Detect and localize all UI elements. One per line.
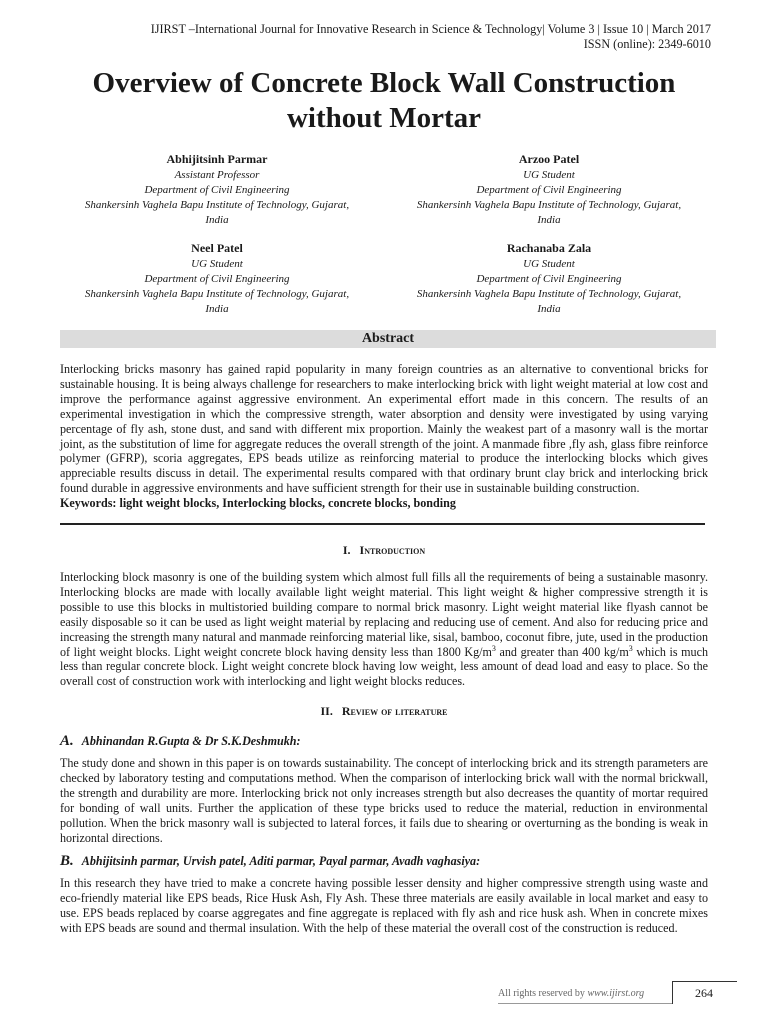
author-department: Department of Civil Engineering xyxy=(476,184,622,196)
author-country: India xyxy=(537,214,561,226)
author-name: Arzoo Patel xyxy=(518,152,580,166)
journal-line: IJIRST –International Journal for Innovative Research in Science & Technology| Volume 3 | Issue 10 | March 2017 xyxy=(150,22,711,36)
subsection-heading-b xyxy=(60,853,708,870)
author-role: UG Student xyxy=(191,258,243,270)
subsection-heading-a xyxy=(60,733,708,750)
keywords-line: Keywords: light weight blocks, Interlocking blocks, concrete blocks, bonding xyxy=(60,496,456,511)
intro-text-1: Interlocking block masonry is one of the building system which almost full fills all the requirements of being a sustainable masonry. Interlocking blocks are made with locally available light weight material. This light weight & higher compressive strength it is possible to use this blocks in multistoried building compare to normal brick masonry. Light weight material like flyash cannot be easily disposable so it can be used as light weight material by replacing and reducing use of cement. And also for reducing price and increasing the strength many natural and manmade reinforcing material like, sisal, bamboo, coconut fibre, jute, used in the production of light weight blocks. Light weight concrete block having density less than 1800 Kg/m xyxy=(60,570,708,659)
author-institute: Shankersinh Vaghela Bapu Institute of Technology, Gujarat, xyxy=(416,288,682,300)
author-block-4 xyxy=(389,241,709,317)
abstract-body xyxy=(60,362,708,511)
author-country: India xyxy=(205,303,229,315)
author-role: UG Student xyxy=(523,258,575,270)
subsection-a-paragraph: The study done and shown in this paper is on towards sustainability. The concept of interlocking brick and its strength parameters are checked by laboratory testing and computations method. When the comparison of interlocking brick wall with the normal brickwall, the strength and durability are more. Interlocking brick not only increases strength but also decreases the quantity of mortar required for bonding of wall units. Further the application of these type bricks used to reduce the material, reduction in environmental pollution. When the brick masonry wall is subjected to lateral forces, it fails due to shearing or overturning as the bonding is weak in horizontal directions. xyxy=(60,756,708,845)
issn-line: ISSN (online): 2349-6010 xyxy=(583,37,711,51)
superscript: 3 xyxy=(491,643,496,653)
abstract-text: Interlocking bricks masonry has gained rapid popularity in many foreign countries as an alternative to conventional bricks for sustainable housing. It is being always challenge for researchers to make interlocking brick with light weight material at low cost and improve the performance against aggressive environment. An experimental effort made in this concern. The results of an experimental investigation in which the compressive strength, water absorption and density were investigated by using varying percentage of fly ash, stone dust, and sand with different mix proportion. Mainly the weakest part of a masonry wall is the mortar joint, as the substitution of lime for aggregate reduces the overall strength of the joint. A manmade fibre ,fly ash, glass fibre reinforce polymer (GFRP), scoria aggregates, EPS beads utilize as reinforcing material to produce the interlocking blocks which gives appreciable results discuss in detail. The experimental results compared with that ordinary brunt clay brick and interlocking brick found durable in aggressive environments and have sufficient strength for their use in sustainable building construction. xyxy=(60,362,708,496)
author-name: Rachanaba Zala xyxy=(506,241,592,255)
section-number: II. xyxy=(320,704,333,718)
author-department: Department of Civil Engineering xyxy=(144,184,290,196)
section-number: I. xyxy=(342,543,351,557)
footer-divider xyxy=(498,1003,672,1004)
abstract-divider xyxy=(60,523,705,525)
subsection-letter: B. xyxy=(60,853,74,869)
intro-text-2: and greater than 400 kg/m xyxy=(495,644,629,659)
author-institute: Shankersinh Vaghela Bapu Institute of Technology, Gujarat, xyxy=(84,199,350,211)
introduction-paragraph xyxy=(60,570,708,689)
author-name: Neel Patel xyxy=(191,241,243,255)
author-department: Department of Civil Engineering xyxy=(476,273,622,285)
footer-rights xyxy=(498,988,644,999)
section-heading-introduction xyxy=(0,543,768,558)
author-country: India xyxy=(205,214,229,226)
journal-header xyxy=(151,22,711,52)
author-role: Assistant Professor xyxy=(174,169,260,181)
author-department: Department of Civil Engineering xyxy=(144,273,290,285)
author-block-2 xyxy=(389,152,709,228)
author-country: India xyxy=(537,303,561,315)
journal-site-link[interactable]: www.ijirst.org xyxy=(587,988,645,999)
section-title: Review of literature xyxy=(341,704,448,718)
subsection-title: Abhinandan R.Gupta & Dr S.K.Deshmukh: xyxy=(81,734,301,748)
superscript: 3 xyxy=(628,643,633,653)
paper-title xyxy=(0,66,768,136)
intro-text-3: which is much less than regular concrete block. Light weight concrete block having low weight, less amount of dead load and easy to place. So the overall cost of construction work with interlocking and light weight blocks reduces. xyxy=(60,644,708,689)
author-block-3 xyxy=(57,241,377,317)
title-line-2: without Mortar xyxy=(286,102,482,134)
abstract-heading: Abstract xyxy=(60,330,716,348)
author-role: UG Student xyxy=(523,169,575,181)
author-name: Abhijitsinh Parmar xyxy=(166,152,268,166)
subsection-letter: A. xyxy=(60,733,74,749)
section-heading-review xyxy=(0,704,768,719)
author-institute: Shankersinh Vaghela Bapu Institute of Technology, Gujarat, xyxy=(416,199,682,211)
subsection-b-paragraph: In this research they have tried to make a concrete having possible lesser density and higher compressive strength using waste and eco-friendly material like EPS beads, Rice Husk Ash, Fly Ash. These three materials are easily available in local market and easy to use. EPS beads replaced by coarse aggregates and fine aggregate is replaced with fly ash and rice husk ash. When in concrete mixes with EPS beads are sound and thermal insulation. With the help of these material the overall cost of the construction is reduced. xyxy=(60,876,708,935)
author-block-1 xyxy=(57,152,377,228)
subsection-title: Abhijitsinh parmar, Urvish patel, Aditi parmar, Payal parmar, Avadh vaghasiya: xyxy=(81,854,481,868)
title-line-1: Overview of Concrete Block Wall Construction xyxy=(92,67,676,99)
page-number: 264 xyxy=(695,986,713,1000)
author-institute: Shankersinh Vaghela Bapu Institute of Technology, Gujarat, xyxy=(84,288,350,300)
section-title: Introduction xyxy=(359,543,426,557)
rights-text: All rights reserved by xyxy=(498,988,588,999)
